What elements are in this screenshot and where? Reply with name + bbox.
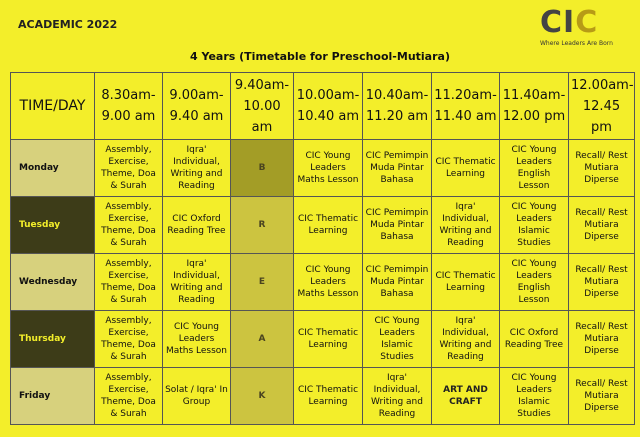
table-cell: CIC Young Leaders Maths Lesson bbox=[294, 254, 363, 311]
cic-logo bbox=[540, 5, 630, 54]
table-cell: CIC Pemimpin Muda Pintar Bahasa bbox=[363, 140, 432, 197]
col-header-slot-5: 10.40am- 11.20 am bbox=[363, 73, 432, 140]
table-cell: Recall/ Rest Mutiara Diperse bbox=[569, 311, 635, 368]
table-cell: Assembly, Exercise, Theme, Doa & Surah bbox=[95, 368, 163, 425]
table-cell: Recall/ Rest Mutiara Diperse bbox=[569, 368, 635, 425]
table-cell: CIC Thematic Learning bbox=[294, 311, 363, 368]
table-cell: CIC Pemimpin Muda Pintar Bahasa bbox=[363, 254, 432, 311]
logo-mark-ci: CI bbox=[540, 5, 576, 40]
table-cell: CIC Young Leaders English Lesson bbox=[500, 140, 569, 197]
break-letter: B bbox=[231, 140, 294, 197]
table-row bbox=[11, 197, 635, 254]
table-cell: CIC Oxford Reading Tree bbox=[500, 311, 569, 368]
timetable-title: 4 Years (Timetable for Preschool-Mutiara) bbox=[190, 50, 450, 63]
table-cell: Recall/ Rest Mutiara Diperse bbox=[569, 140, 635, 197]
table-cell: Assembly, Exercise, Theme, Doa & Surah bbox=[95, 311, 163, 368]
col-header-slot-6: 11.20am- 11.40 am bbox=[432, 73, 500, 140]
day-label-friday: Friday bbox=[11, 368, 95, 425]
table-cell: Assembly, Exercise, Theme, Doa & Surah bbox=[95, 254, 163, 311]
table-row bbox=[11, 311, 635, 368]
table-cell: CIC Young Leaders Islamic Studies bbox=[500, 368, 569, 425]
day-label-thursday: Thursday bbox=[11, 311, 95, 368]
col-header-slot-4: 10.00am- 10.40 am bbox=[294, 73, 363, 140]
timetable bbox=[10, 72, 635, 425]
table-cell: Assembly, Exercise, Theme, Doa & Surah bbox=[95, 197, 163, 254]
table-cell: Iqra' Individual, Writing and Reading bbox=[163, 140, 231, 197]
table-cell: Iqra' Individual, Writing and Reading bbox=[432, 311, 500, 368]
col-header-slot-1: 8.30am- 9.00 am bbox=[95, 73, 163, 140]
art-and-craft-cell: ART AND CRAFT bbox=[432, 368, 500, 425]
table-cell: CIC Thematic Learning bbox=[294, 368, 363, 425]
col-header-break-slot: 9.40am- 10.00 am bbox=[231, 73, 294, 140]
table-cell: Solat / Iqra' In Group bbox=[163, 368, 231, 425]
col-header-slot-7: 11.40am- 12.00 pm bbox=[500, 73, 569, 140]
table-cell: Iqra' Individual, Writing and Reading bbox=[163, 254, 231, 311]
table-cell: CIC Thematic Learning bbox=[432, 254, 500, 311]
table-cell: Assembly, Exercise, Theme, Doa & Surah bbox=[95, 140, 163, 197]
day-label-tuesday: Tuesday bbox=[11, 197, 95, 254]
col-header-slot-2: 9.00am- 9.40 am bbox=[163, 73, 231, 140]
break-letter: E bbox=[231, 254, 294, 311]
break-letter: R bbox=[231, 197, 294, 254]
day-label-wednesday: Wednesday bbox=[11, 254, 95, 311]
table-cell: Recall/ Rest Mutiara Diperse bbox=[569, 197, 635, 254]
table-cell: CIC Young Leaders English Lesson bbox=[500, 254, 569, 311]
table-row bbox=[11, 140, 635, 197]
logo-mark-c: C bbox=[575, 5, 599, 40]
table-row bbox=[11, 254, 635, 311]
table-row bbox=[11, 368, 635, 425]
table-cell: CIC Thematic Learning bbox=[294, 197, 363, 254]
col-header-slot-8: 12.00am- 12.45 pm bbox=[569, 73, 635, 140]
logo-tagline: Where Leaders Are Born bbox=[540, 40, 613, 47]
col-header-time-day: TIME/DAY bbox=[11, 73, 95, 140]
table-cell: CIC Young Leaders Maths Lesson bbox=[294, 140, 363, 197]
break-letter: A bbox=[231, 311, 294, 368]
table-cell: CIC Oxford Reading Tree bbox=[163, 197, 231, 254]
header-row bbox=[11, 73, 635, 140]
table-cell: Iqra' Individual, Writing and Reading bbox=[432, 197, 500, 254]
table-cell: Iqra' Individual, Writing and Reading bbox=[363, 368, 432, 425]
day-label-monday: Monday bbox=[11, 140, 95, 197]
break-letter: K bbox=[231, 368, 294, 425]
table-cell: CIC Pemimpin Muda Pintar Bahasa bbox=[363, 197, 432, 254]
table-cell: CIC Young Leaders Maths Lesson bbox=[163, 311, 231, 368]
table-cell: Recall/ Rest Mutiara Diperse bbox=[569, 254, 635, 311]
table-cell: CIC Thematic Learning bbox=[432, 140, 500, 197]
table-cell: CIC Young Leaders Islamic Studies bbox=[500, 197, 569, 254]
table-cell: CIC Young Leaders Islamic Studies bbox=[363, 311, 432, 368]
academic-year-label: ACADEMIC 2022 bbox=[18, 18, 118, 31]
